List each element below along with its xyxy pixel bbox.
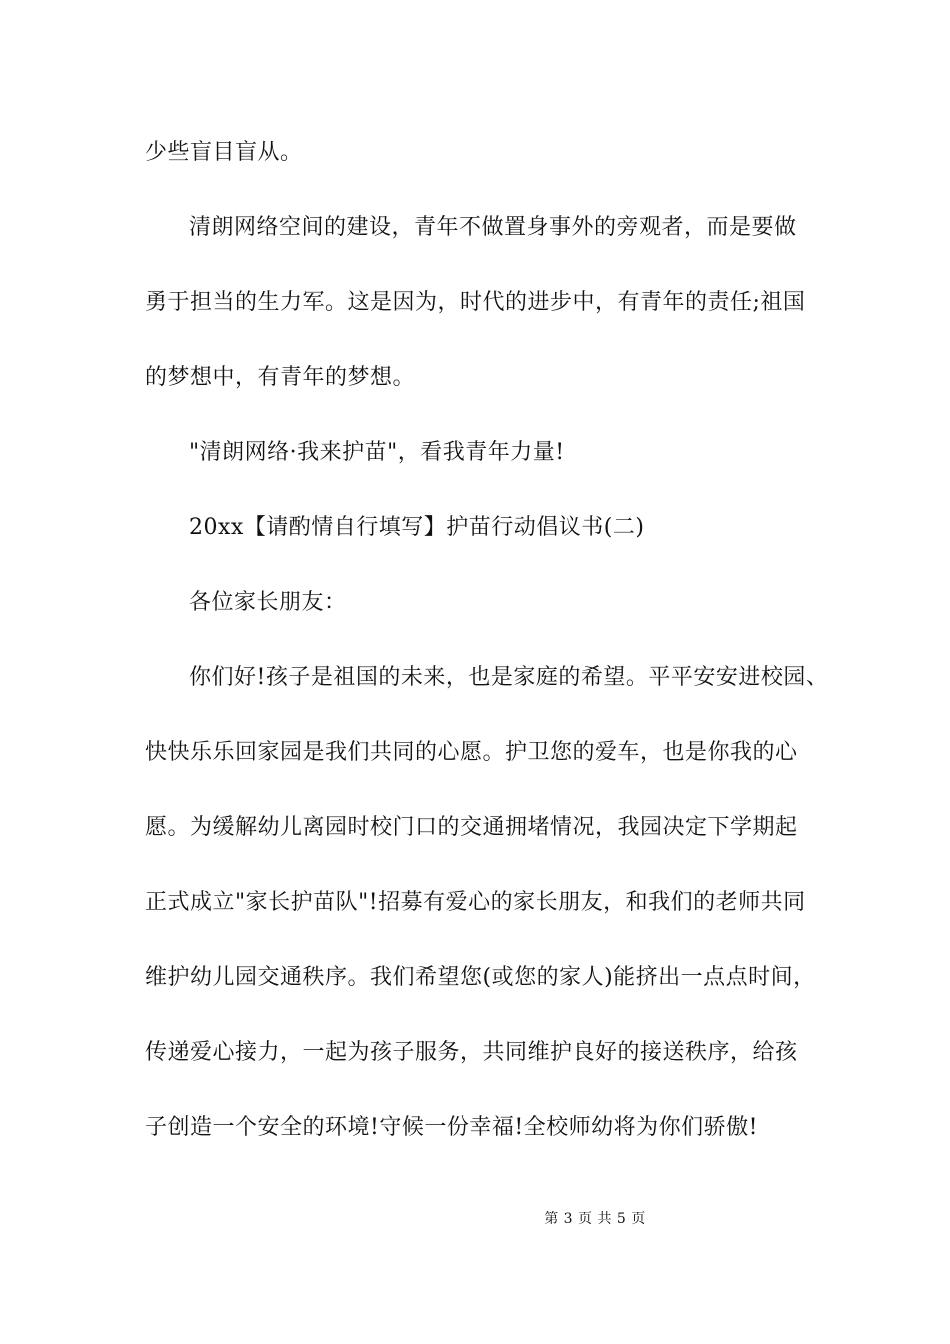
paragraph-line: 的梦想中，有青年的梦想。 xyxy=(145,365,416,390)
paragraph-line: 子创造一个安全的环境!守候一份幸福!全校师幼将为你们骄傲! xyxy=(145,1115,759,1140)
paragraph-line: 愿。为缓解幼儿离园时校门口的交通拥堵情况，我园决定下学期起 xyxy=(145,815,798,840)
section-heading: 20xx【请酌情自行填写】护苗行动倡议书(二) xyxy=(189,515,645,540)
paragraph-line: 维护幼儿园交通秩序。我们希望您(或您的家人)能挤出一点点时间， xyxy=(145,965,816,990)
paragraph-line: 传递爱心接力，一起为孩子服务，共同维护良好的接送秩序，给孩 xyxy=(145,1040,798,1065)
salutation: 各位家长朋友： xyxy=(189,590,347,615)
paragraph-line: 清朗网络空间的建设，青年不做置身事外的旁观者，而是要做 xyxy=(189,215,797,240)
paragraph-line: 少些盲目盲从。 xyxy=(145,140,303,165)
paragraph-line: 正式成立"家长护苗队"!招募有爱心的家长朋友，和我们的老师共同 xyxy=(145,890,806,915)
paragraph-line: "清朗网络·我来护苗"，看我青年力量! xyxy=(189,440,565,465)
paragraph-line: 快快乐乐回家园是我们共同的心愿。护卫您的爱车，也是你我的心 xyxy=(145,740,798,765)
paragraph-line: 勇于担当的生力军。这是因为，时代的进步中，有青年的责任;祖国 xyxy=(145,290,806,315)
page-number-footer: 第 3 页 共 5 页 xyxy=(544,1211,646,1227)
paragraph-line: 你们好!孩子是祖国的未来，也是家庭的希望。平平安安进校园、 xyxy=(189,665,829,690)
